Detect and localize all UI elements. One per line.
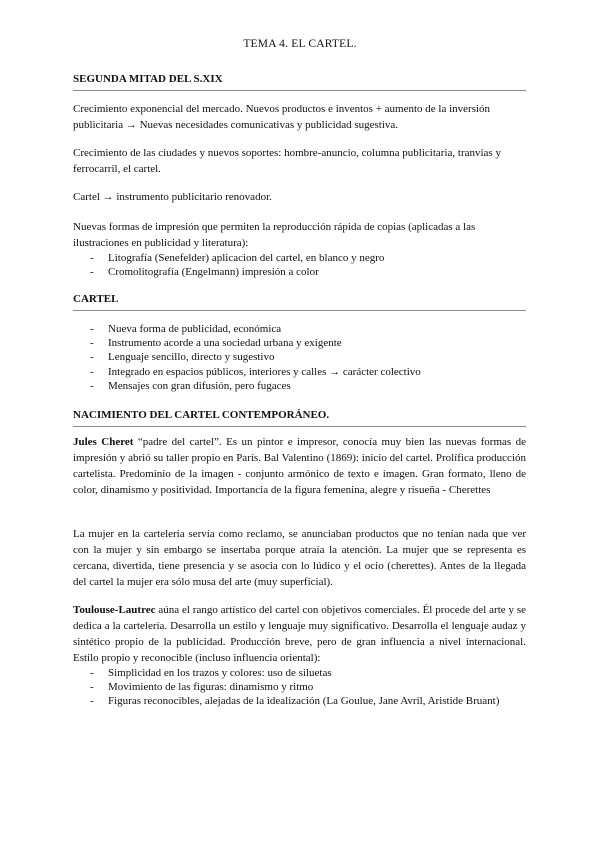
paragraph-text: La mujer en la cartelería servía como reclamo, se anunciaban productos que no tenían nada que ver con la mujer y sin embargo se insertaba porque atraía la atención. La mujer que se representa es cercana, divertida, tiene presencia y se asocia con lo lúdico y el ocio (cherettes). Antes de la llegada del cartel la mujer era sólo musa del arte (muy superficial). bbox=[73, 528, 526, 588]
dash-bullet: - bbox=[90, 337, 94, 350]
paragraph-text bbox=[73, 602, 526, 666]
section-divider bbox=[73, 426, 526, 427]
list-item-text: Mensajes con gran difusión, pero fugaces bbox=[108, 379, 291, 392]
lead-name: Toulouse-Lautrec bbox=[73, 604, 156, 616]
paragraph bbox=[73, 145, 526, 177]
section-nacimiento bbox=[73, 408, 526, 427]
list-item bbox=[73, 379, 526, 393]
paragraph bbox=[73, 189, 526, 205]
paragraph-text: Crecimiento exponencial del mercado. Nuevos productos e inventos + aumento de la inversión publicitaria → Nuevas necesidades comunicativas y publicidad sugestiva. bbox=[73, 103, 491, 131]
dash-bullet: - bbox=[90, 681, 94, 694]
list-item-text: Cromolitografía (Engelmann) impresión a color bbox=[108, 266, 319, 279]
list-item bbox=[73, 694, 526, 708]
dash-bullet: - bbox=[90, 695, 94, 708]
list-item bbox=[73, 680, 526, 694]
section-divider bbox=[73, 90, 526, 91]
dash-bullet: - bbox=[90, 252, 94, 264]
list-item bbox=[73, 666, 526, 680]
dash-list bbox=[73, 322, 526, 393]
dash-bullet: - bbox=[90, 379, 94, 392]
paragraph-body: “padre del cartel”. Es un pintor e impresor, conocía muy bien las nuevas formas de impresión y abrió su taller propio en París. Bal Valentino (1869): inicio del cartel. Prolífica producción cartelista. Predominio de la imagen - conjunto armónico de texto e imagen. Gran formato, lleno de color, dinamismo y positividad. Importancia de la figura femenina, alegre y risueña - Cherettes bbox=[73, 436, 526, 496]
list-item bbox=[73, 322, 526, 336]
list-item-text: Lenguaje sencillo, directo y sugestivo bbox=[108, 351, 275, 364]
paragraph-body: aúna el rango artístico del cartel con objetivos comerciales. Él procede del arte y se dedica a la cartelería. Desarrolla un estilo y lenguaje muy significativo. Desarrolla el lenguaje audaz y sintético propio de la publicidad. Producción breve, pero de gran influencia a nivel internacional. Estilo propio y reconocible (incluso influencia oriental): bbox=[73, 604, 526, 664]
paragraph bbox=[73, 219, 526, 279]
dash-bullet: - bbox=[90, 351, 94, 364]
paragraph-text: Nuevas formas de impresión que permiten la reproducción rápida de copias (aplicadas a las ilustraciones en publicidad y literatura): bbox=[73, 221, 476, 249]
list-item-text: Figuras reconocibles, alejadas de la idealización (La Goulue, Jane Avril, Aristide Bruant) bbox=[108, 695, 500, 708]
section-heading: SEGUNDA MITAD DEL S.XIX bbox=[73, 73, 223, 85]
list-item bbox=[73, 251, 526, 265]
list-item bbox=[73, 265, 526, 279]
list-item bbox=[73, 350, 526, 364]
section-segunda-mitad bbox=[73, 72, 526, 91]
document-title: TEMA 4. EL CARTEL. bbox=[243, 38, 357, 50]
paragraph bbox=[73, 101, 526, 133]
list-item-text: Simplicidad en los trazos y colores: uso de siluetas bbox=[108, 667, 332, 679]
paragraph-text bbox=[73, 434, 526, 498]
dash-list bbox=[73, 251, 526, 279]
dash-list bbox=[73, 666, 526, 709]
paragraph bbox=[73, 434, 526, 498]
paragraph bbox=[73, 526, 526, 590]
list-item-text: Instrumento acorde a una sociedad urbana y exigente bbox=[108, 337, 342, 350]
lead-name: Jules Cheret bbox=[73, 436, 134, 448]
section-divider bbox=[73, 310, 526, 311]
paragraph-text: Cartel → instrumento publicitario renovador. bbox=[73, 191, 272, 203]
list-block bbox=[73, 322, 526, 393]
list-item-text: Litografía (Senefelder) aplicacion del cartel, en blanco y negro bbox=[108, 252, 385, 264]
list-item bbox=[73, 336, 526, 350]
dash-bullet: - bbox=[90, 323, 94, 335]
section-heading: NACIMIENTO DEL CARTEL CONTEMPORÁNEO. bbox=[73, 409, 330, 421]
list-item bbox=[73, 365, 526, 379]
dash-bullet: - bbox=[90, 266, 94, 279]
dash-bullet: - bbox=[90, 667, 94, 679]
dash-bullet: - bbox=[90, 365, 94, 378]
section-heading: CARTEL bbox=[73, 293, 119, 305]
paragraph bbox=[73, 602, 526, 709]
paragraph-text: Crecimiento de las ciudades y nuevos soportes: hombre-anuncio, columna publicitaria, tranvías y ferrocarril, el cartel. bbox=[73, 147, 501, 175]
list-item-text: Nueva forma de publicidad, económica bbox=[108, 323, 282, 335]
list-item-text: Movimiento de las figuras: dinamismo y ritmo bbox=[108, 681, 314, 694]
section-cartel bbox=[73, 292, 526, 311]
list-item-text: Integrado en espacios públicos, interiores y calles → carácter colectivo bbox=[108, 365, 421, 378]
